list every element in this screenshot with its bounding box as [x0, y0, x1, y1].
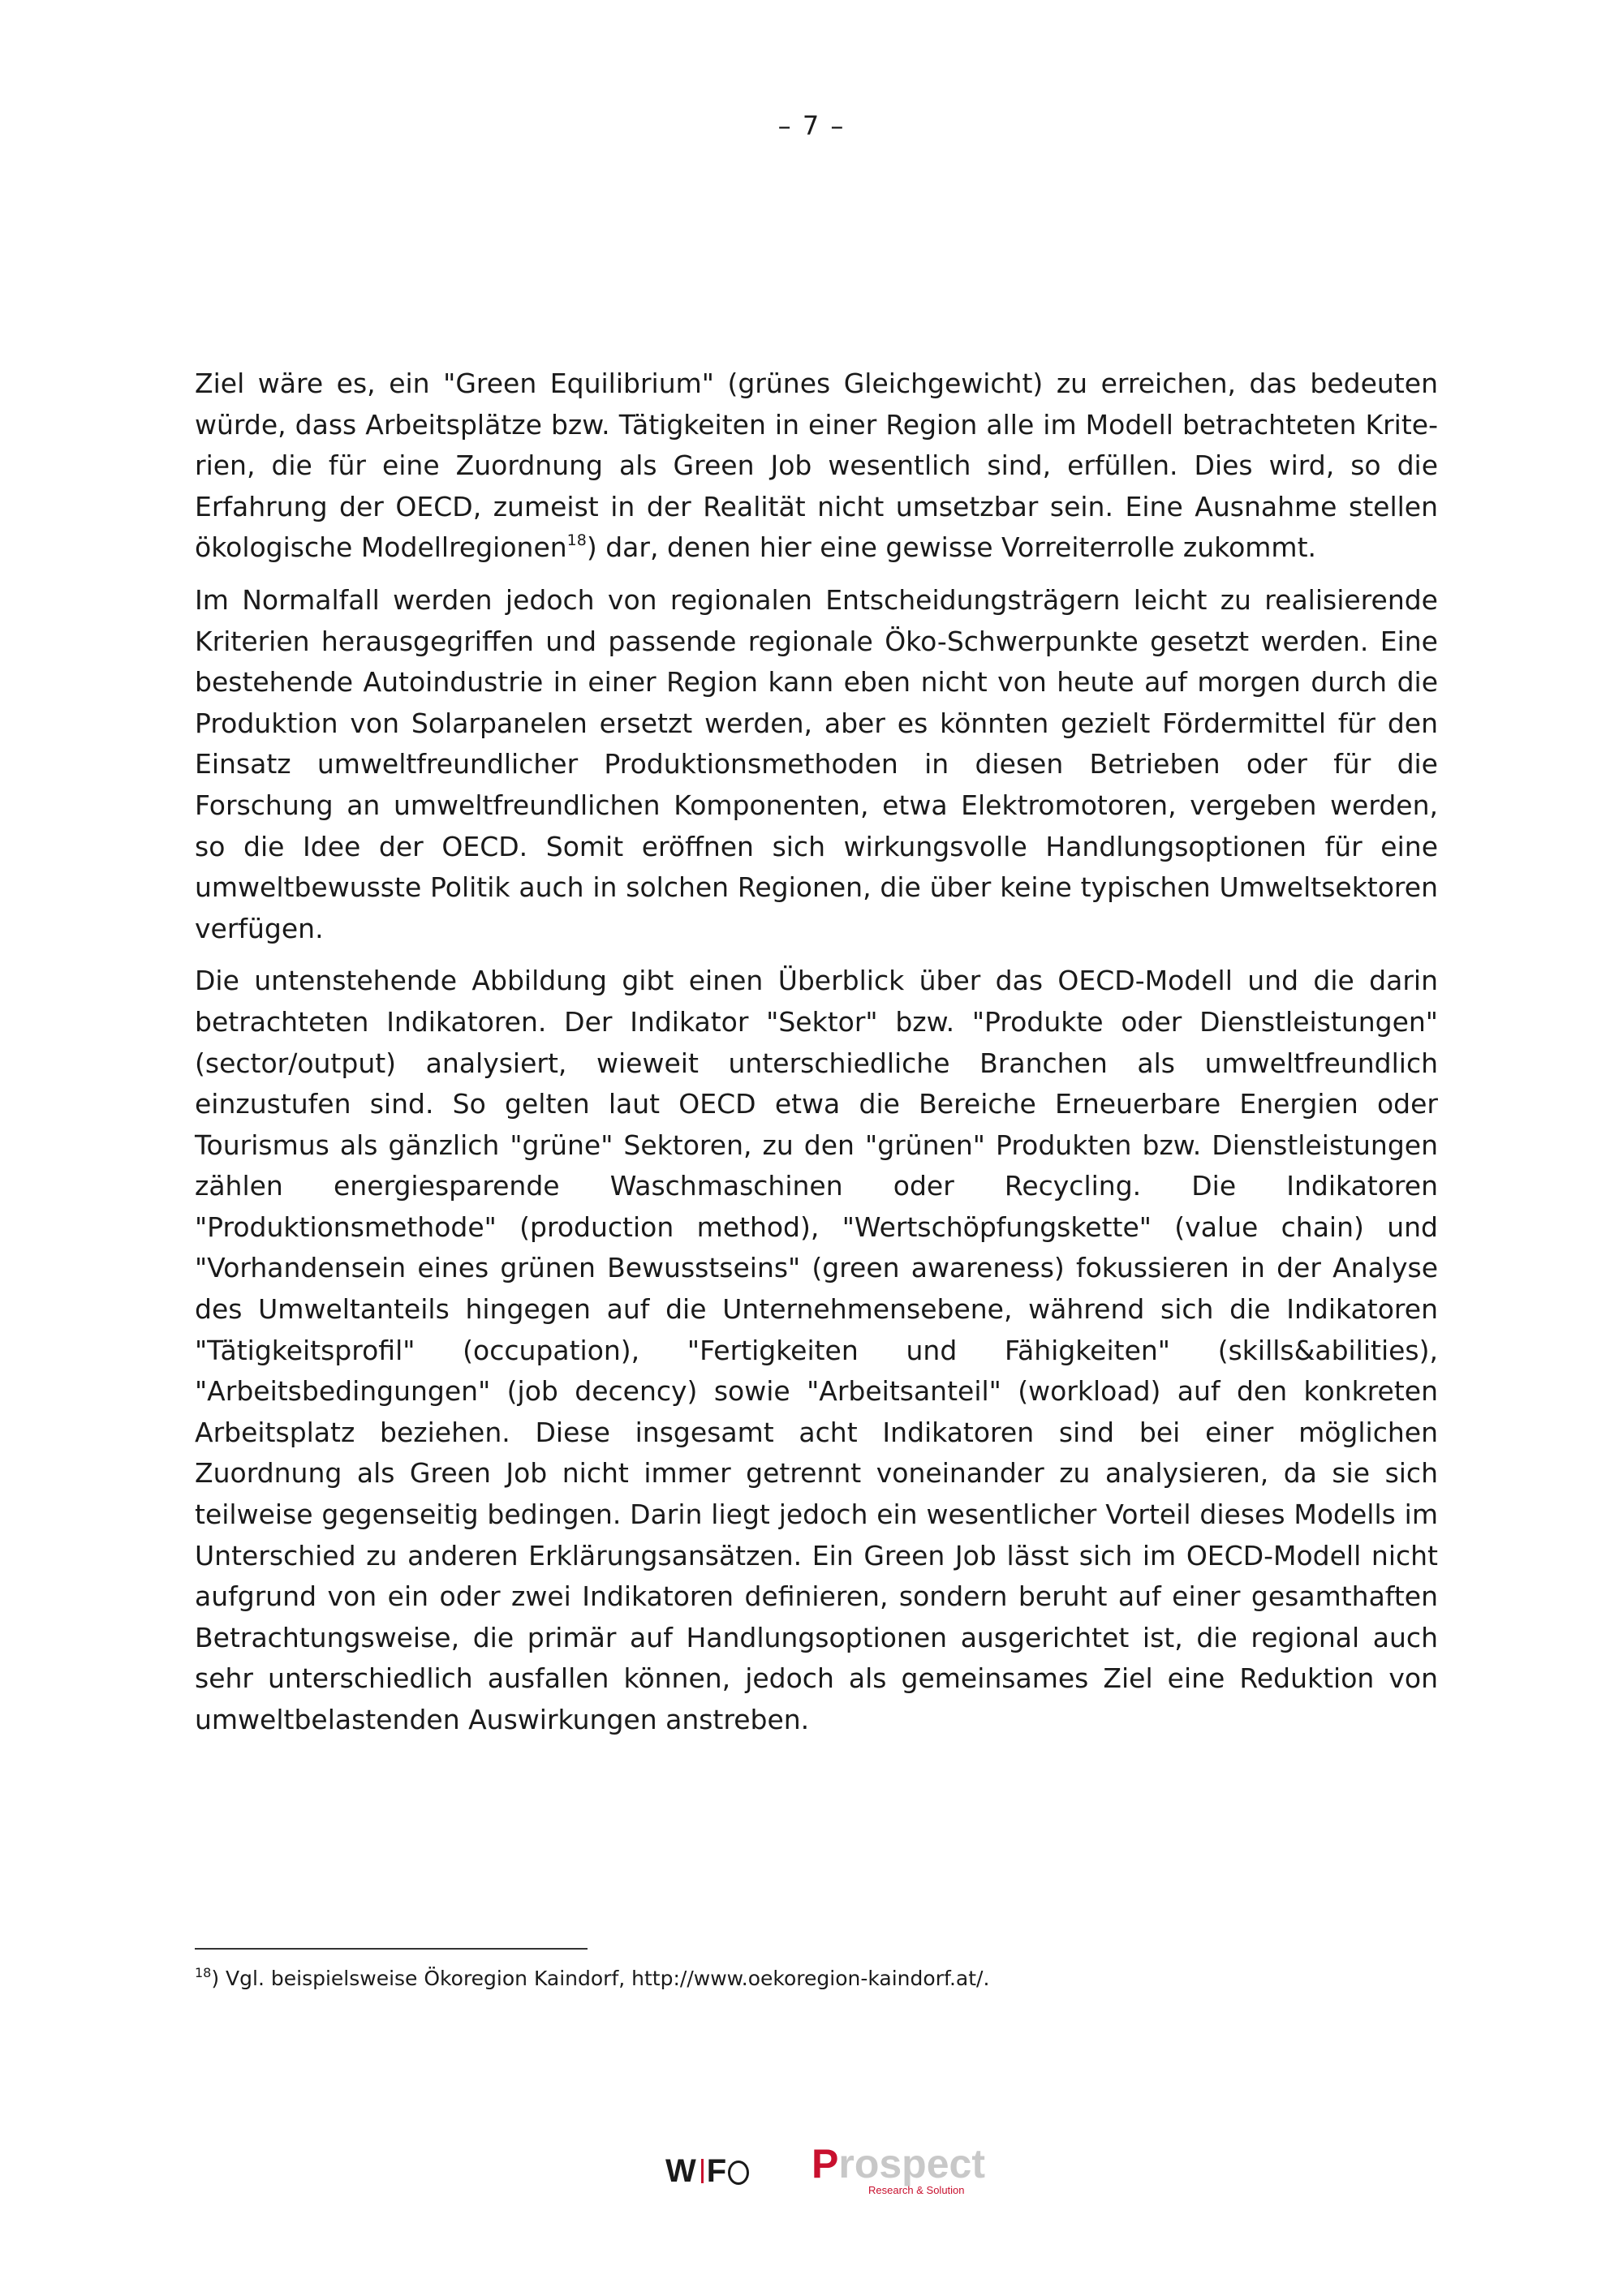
prospect-logo [812, 2140, 985, 2196]
wifo-logo-letter-w: W [665, 2153, 698, 2189]
footnote [195, 1964, 1438, 1993]
wifo-logo-ring [728, 2161, 749, 2185]
footnote-marker: 18 [195, 1965, 212, 1980]
paragraph-1-text: Ziel wäre es, ein "Green Equilibrium" (grünes Gleichgewicht) zu erreichen, das bedeuten würde, dass Arbeitsplätze bzw. Tätigkeiten in einer Region alle im Modell betrachteten Kriterien, die für eine Zuordnung als Green Job wesentlich sind, erfüllen. Dies wird, so die Erfahrung der OECD, zumeist in der Realität nicht umsetzbar sein. Eine Ausnahme stellen ökologische Modellregionen [195, 368, 1438, 564]
page-number: – 7 – [777, 110, 846, 141]
footer-logos [0, 2140, 1623, 2213]
wifo-logo-bar [701, 2159, 704, 2183]
wifo-logo-letter-f: F [706, 2153, 729, 2189]
footnote-text: ) Vgl. beispielsweise Ökoregion Kaindorf, http://www.oekoregion-kaindorf.at/. [211, 1967, 990, 1990]
prospect-tagline: Research & Solution [868, 2184, 965, 2196]
prospect-wordmark-p: P [812, 2141, 839, 2186]
paragraph-1-text-end: ) dar, denen hier eine gewisse Vorreiterrolle zukommt. [586, 531, 1316, 564]
prospect-wordmark-rest: rospect [838, 2141, 985, 2186]
footnote-reference: 18 [566, 531, 587, 550]
wifo-logo [665, 2153, 749, 2190]
footnote-divider [195, 1948, 588, 1950]
prospect-wordmark [812, 2140, 985, 2187]
paragraph-1 [195, 363, 1438, 569]
paragraph-2: Im Normalfall werden jedoch von regionalen Entscheidungsträgern leicht zu realisierende Kriterien herausgegriffen und passende regionale Öko-Schwerpunkte gesetzt werden. Eine bestehende Autoindustrie in einer Region kann eben nicht von heute auf morgen durch die Produktion von Solarpanelen ersetzt werden, aber es könnten gezielt Fördermittel für den Einsatz umweltfreundlicher Produktionsmethoden in diesen Betrieben oder für die Forschung an umweltfreundlichen Komponenten, etwa Elektromotoren, vergeben werden, so die Idee der OECD. Somit eröffnen sich wirkungsvolle Handlungsoptionen für eine umweltbewusste Politik auch in solchen Regionen, die über keine typischen Umweltsektoren verfügen. [195, 583, 1438, 944]
paragraph-3: Die untenstehende Abbildung gibt einen Überblick über das OECD-Modell und die darin betrachteten Indikatoren. Der Indikator "Sektor" bzw. "Produkte oder Dienstleistungen" (sector/output) analysiert, wieweit unterschiedliche Branchen als umweltfreundlich einzustufen sind. So gelten laut OECD etwa die Bereiche Erneuerbare Energien oder Tourismus als gänzlich "grüne" Sektoren, zu den "grünen" Produkten bzw. Dienstleistungen zählen energiesparende Waschmaschinen oder Recycling. Die Indikatoren "Produktionsmethode" (production method), "Wertschöpfungskette" (value chain) und "Vorhandensein eines grünen Bewusstseins" (green awareness) fokussieren in der Analyse des Umweltanteils hingegen auf die Unternehmensebene, während sich die Indikatoren "Tätigkeitsprofil" (occupation), "Fertigkeiten und Fähigkeiten" (skills&abilities), "Arbeitsbedingungen" (job decency) sowie "Arbeitsanteil" (workload) auf den konkreten Arbeitsplatz beziehen. Diese insgesamt acht Indikatoren sind bei einer möglichen Zuordnung als Green Job nicht immer getrennt voneinander zu analysieren, da sie sich teilweise gegenseitig bedingen. Darin liegt jedoch ein wesentlicher Vorteil dieses Modells im Unterschied zu anderen Erklärungsansätzen. Ein Green Job lässt sich im OECD-Modell nicht aufgrund von ein oder zwei Indikatoren definieren, sondern beruht auf einer gesamthaften Betrachtungsweise, die primär auf Handlungsoptionen ausgerichtet ist, die regional auch sehr unterschiedlich ausfallen können, jedoch als gemeinsames Ziel eine Reduktion von umweltbelastenden Auswirkungen anstreben. [195, 965, 1438, 1735]
body-text [195, 363, 1438, 1752]
